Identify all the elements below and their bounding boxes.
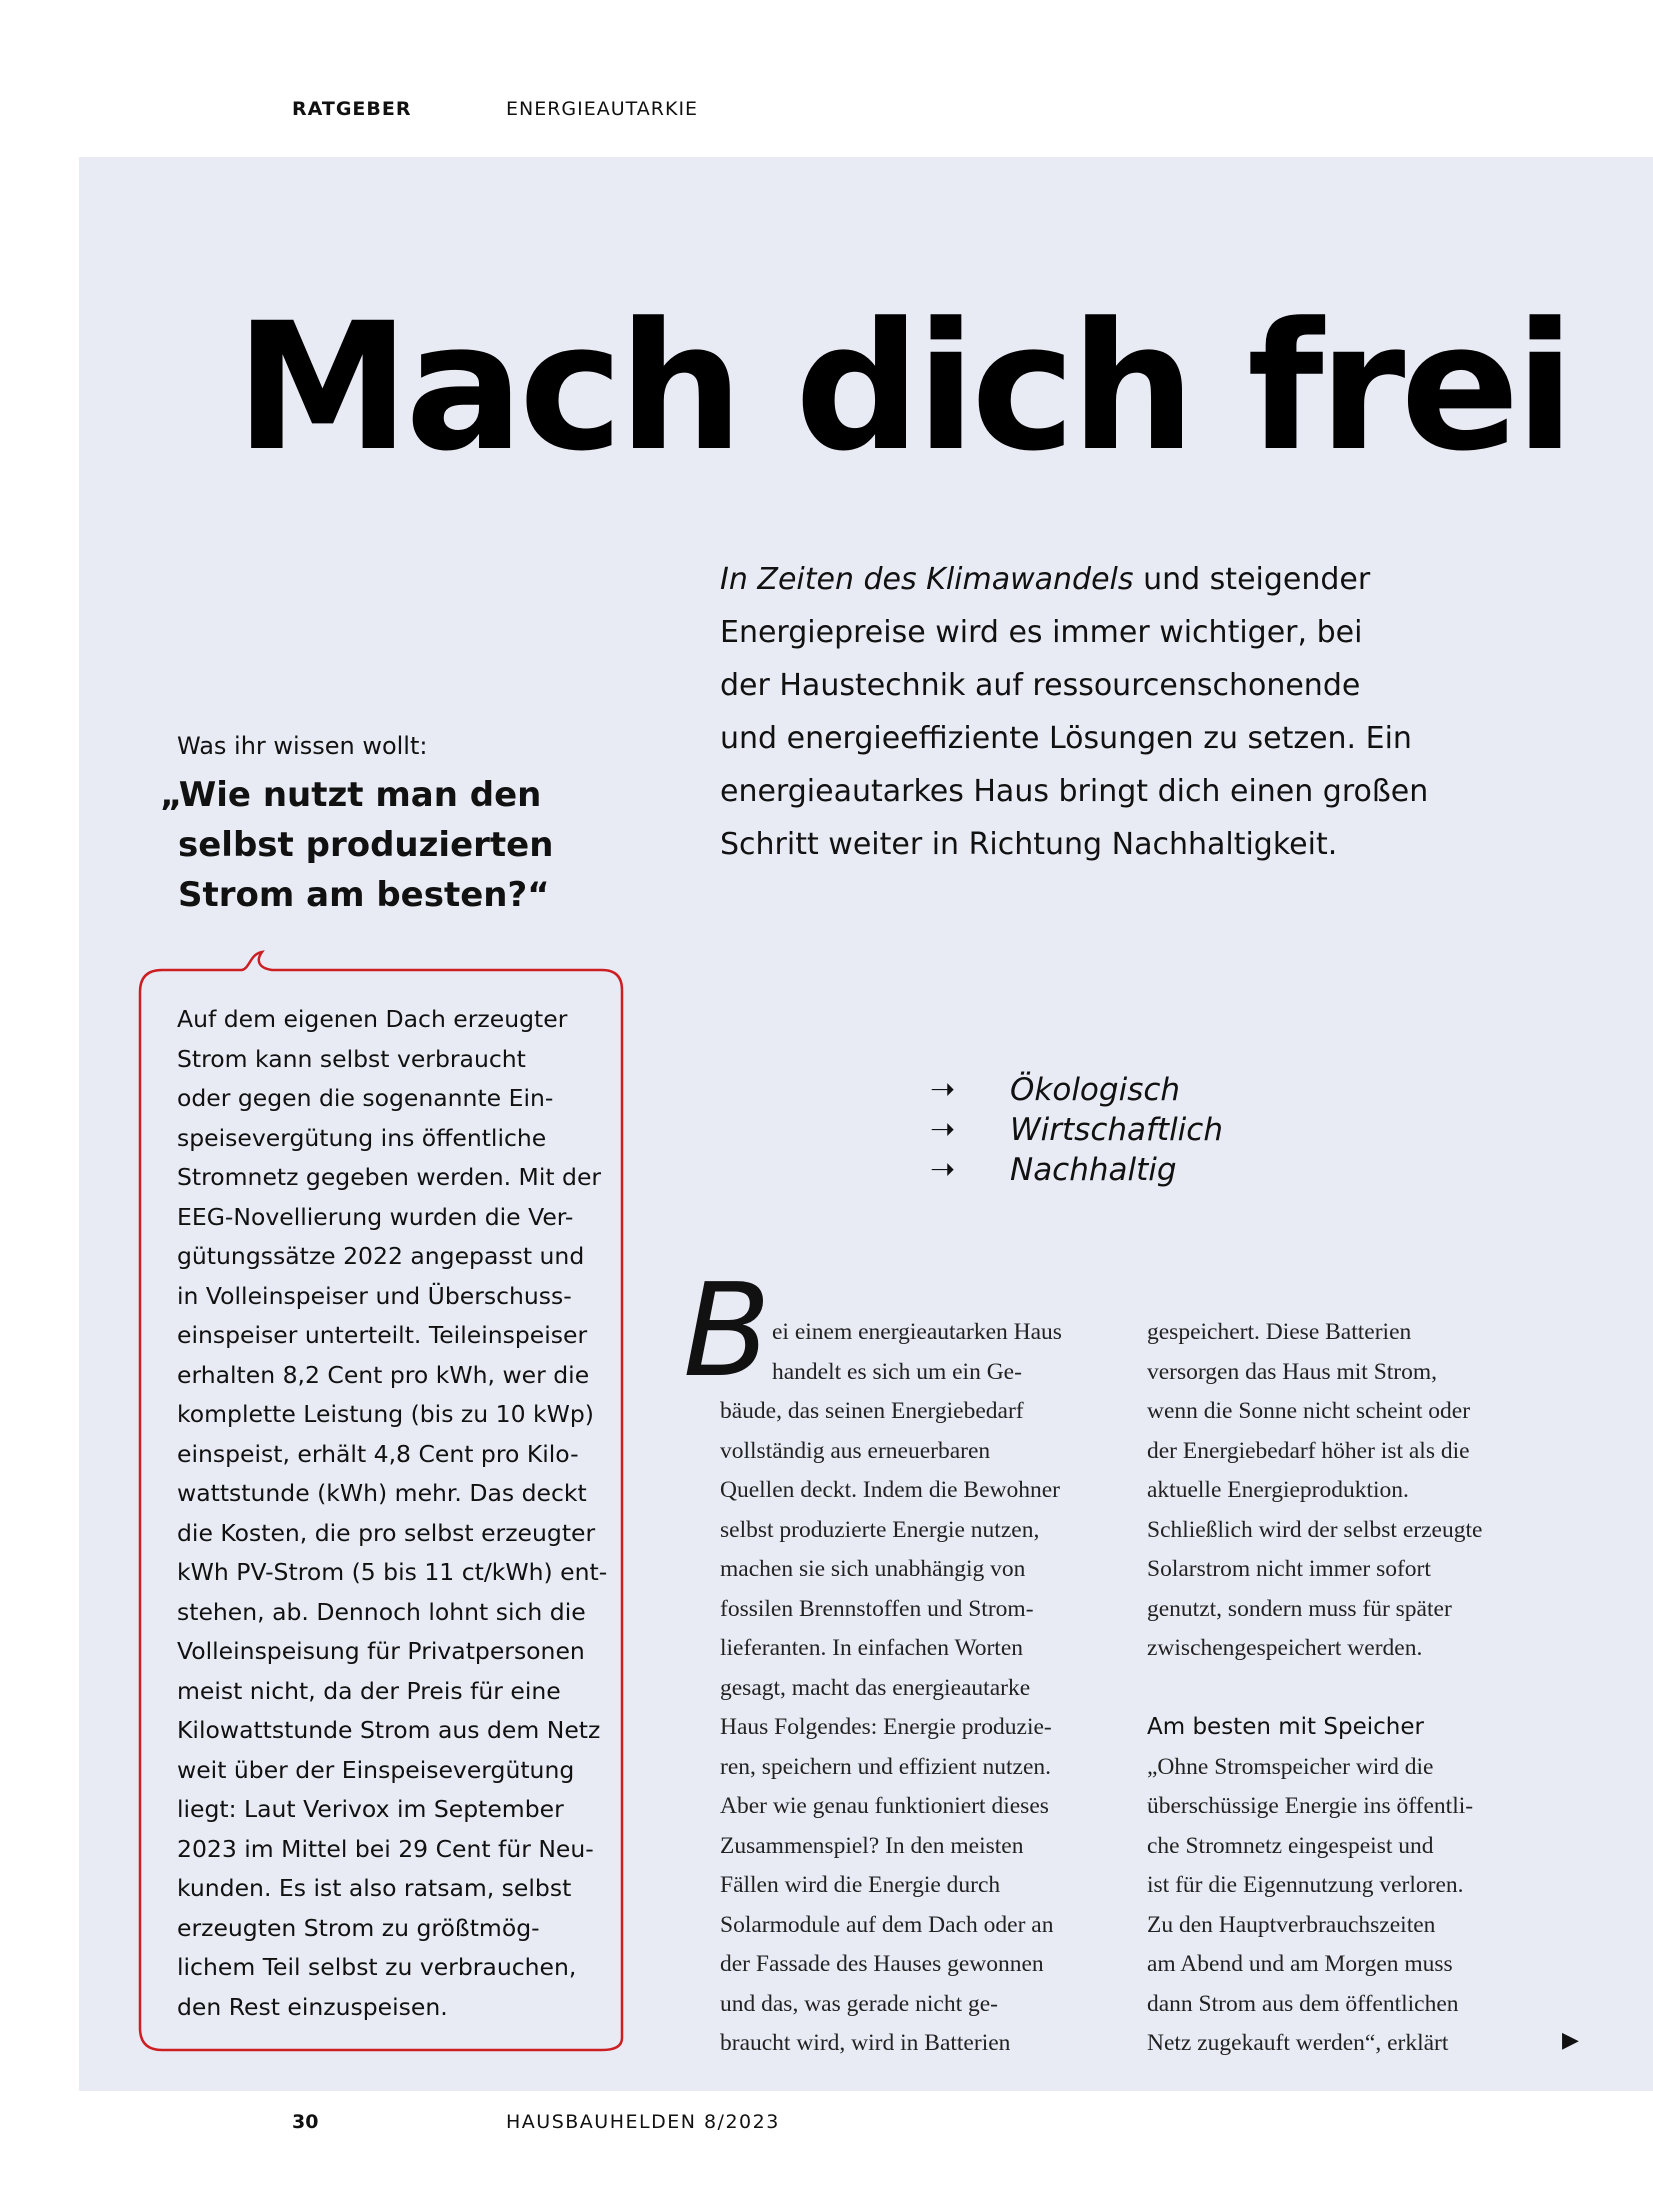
text-line: 2023 im Mittel bei 29 Cent für Neu-	[177, 1834, 594, 1863]
text-line: Netz zugekauft werden“, erklärt	[1147, 2030, 1449, 2056]
body-column-2	[1147, 1313, 1547, 2064]
text-line: aktuelle Energieproduktion.	[1147, 1477, 1409, 1503]
text-line: in Volleinspeiser und Überschuss-	[177, 1281, 572, 1310]
text-line: einspeist, erhält 4,8 Cent pro Kilo-	[177, 1439, 579, 1468]
benefit-item	[930, 1070, 1223, 1110]
arrow-right-icon: ➝	[930, 1112, 956, 1147]
text-line: Quellen deckt. Indem die Bewohner	[720, 1477, 1060, 1503]
text-line: der Energiebedarf höher ist als die	[1147, 1437, 1470, 1464]
text-line: Zu den Hauptverbrauchszeiten	[1147, 1911, 1436, 1938]
body-column-1	[720, 1313, 1120, 2064]
text-line: gesagt, macht das energieautarke	[720, 1674, 1031, 1701]
answer-text	[177, 1000, 608, 2027]
benefit-label: Wirtschaftlich	[1010, 1112, 1223, 1148]
text-line: versorgen das Haus mit Strom,	[1147, 1358, 1438, 1385]
text-line: Haus Folgendes: Energie produzie-	[720, 1714, 1052, 1740]
triangle-right-icon: ▶	[1562, 2028, 1579, 2053]
text-line: Fällen wird die Energie durch	[720, 1872, 1001, 1898]
text-line: Strom kann selbst verbraucht	[177, 1044, 526, 1073]
text-line: gespeichert. Diese Batterien	[1147, 1319, 1412, 1345]
benefit-list	[930, 1070, 1223, 1190]
page-number: 30	[292, 2111, 319, 2133]
text-line: genutzt, sondern muss für später	[1147, 1595, 1452, 1622]
text-line: meist nicht, da der Preis für eine	[177, 1676, 561, 1705]
intro-italic-lead: In Zeiten des Klimawandels	[720, 562, 1134, 597]
body-column-2-part-b	[1147, 1748, 1547, 2064]
text-line: Schließlich wird der selbst erzeugte	[1147, 1516, 1483, 1543]
text-line: Stromnetz gegeben werden. Mit der	[177, 1163, 602, 1191]
text-line: gütungssätze 2022 angepasst und	[177, 1242, 585, 1270]
text-line: erzeugten Strom zu größtmög-	[177, 1913, 540, 1942]
text-line: der Fassade des Hauses gewonnen	[720, 1951, 1044, 1977]
arrow-right-icon: ➝	[930, 1072, 956, 1107]
text-line: Solarmodule auf dem Dach oder an	[720, 1911, 1054, 1938]
text-line: oder gegen die sogenannte Ein-	[177, 1084, 554, 1112]
text-line: handelt es sich um ein Ge-	[772, 1358, 1022, 1385]
text-line: bäude, das seinen Energiebedarf	[720, 1398, 1024, 1424]
text-line: speisevergütung ins öffentliche	[177, 1123, 547, 1152]
text-line: lieferanten. In einfachen Worten	[720, 1635, 1024, 1661]
text-line: EEG-Novellierung wurden die Ver-	[177, 1202, 574, 1231]
intro-line: Schritt weiter in Richtung Nachhaltigkeit.	[720, 827, 1338, 862]
text-line: Aber wie genau funktioniert dieses	[720, 1793, 1049, 1819]
headline: Mach dich frei	[235, 285, 1571, 490]
text-line: ist für die Eigennutzung verloren.	[1147, 1872, 1464, 1898]
text-line: vollständig aus erneuerbaren	[720, 1437, 991, 1464]
section-label: RATGEBER	[292, 98, 412, 120]
text-line: zwischengespeichert werden.	[1147, 1635, 1423, 1661]
intro-paragraph	[720, 553, 1540, 871]
intro-line: energieautarkes Haus bringt dich einen großen	[720, 774, 1429, 809]
text-line: ei einem energieautarken Haus	[772, 1319, 1062, 1345]
topic-label: ENERGIEAUTARKIE	[506, 98, 699, 120]
arrow-right-icon: ➝	[930, 1152, 956, 1187]
text-line: Kilowattstunde Strom aus dem Netz	[177, 1716, 601, 1744]
text-line: ren, speichern und effizient nutzen.	[720, 1753, 1052, 1780]
text-line: am Abend und am Morgen muss	[1147, 1951, 1453, 1977]
text-line: weit über der Einspeisevergütung	[177, 1755, 575, 1784]
text-line: dann Strom aus dem öffentlichen	[1147, 1990, 1459, 2017]
intro-line	[720, 553, 1540, 606]
text-line: Auf dem eigenen Dach erzeugter	[177, 1005, 568, 1033]
text-line: die Kosten, die pro selbst erzeugter	[177, 1518, 596, 1547]
text-line: komplette Leistung (bis zu 10 kWp)	[177, 1400, 594, 1428]
benefit-item	[930, 1150, 1223, 1190]
intro-line: der Haustechnik auf ressourcenschonende	[720, 668, 1361, 703]
text-line: den Rest einzuspeisen.	[177, 1992, 448, 2021]
intro-line: und energieeffiziente Lösungen zu setzen. Ein	[720, 721, 1412, 756]
text-line: kunden. Es ist also ratsam, selbst	[177, 1874, 572, 1902]
question-label: Was ihr wissen wollt:	[177, 732, 428, 760]
text-line: selbst produzierte Energie nutzen,	[720, 1516, 1040, 1543]
question-line: selbst produzierten	[178, 825, 554, 865]
question-line: „Wie nutzt man den	[160, 775, 542, 815]
text-line: Zusammenspiel? In den meisten	[720, 1832, 1024, 1859]
body-column-2-part-a	[1147, 1313, 1547, 1669]
magazine-issue: HAUSBAUHELDEN 8/2023	[506, 2111, 780, 2133]
intro-line1-rest: und steigender	[1133, 562, 1371, 597]
benefit-label: Ökologisch	[1010, 1072, 1181, 1108]
text-line: stehen, ab. Dennoch lohnt sich die	[177, 1597, 586, 1626]
text-line: und das, was gerade nicht ge-	[720, 1990, 998, 2017]
text-line: wattstunde (kWh) mehr. Das deckt	[177, 1479, 587, 1507]
text-line: fossilen Brennstoffen und Strom-	[720, 1595, 1034, 1622]
text-line: braucht wird, wird in Batterien	[720, 2030, 1011, 2056]
question-quote	[160, 770, 620, 920]
text-line: machen sie sich unabhängig von	[720, 1556, 1026, 1582]
text-line: liegt: Laut Verivox im September	[177, 1795, 564, 1823]
subheading: Am besten mit Speicher	[1147, 1714, 1424, 1740]
benefit-label: Nachhaltig	[1010, 1152, 1177, 1188]
drop-cap: B	[683, 1257, 771, 1406]
intro-line: Energiepreise wird es immer wichtiger, bei	[720, 615, 1363, 650]
paragraph-gap	[1147, 1669, 1547, 1709]
text-line: „Ohne Stromspeicher wird die	[1147, 1753, 1434, 1780]
text-line: wenn die Sonne nicht scheint oder	[1147, 1398, 1471, 1424]
text-line: Volleinspeisung für Privatpersonen	[177, 1637, 585, 1665]
text-line: erhalten 8,2 Cent pro kWh, wer die	[177, 1360, 590, 1389]
text-line: einspeiser unterteilt. Teileinspeiser	[177, 1321, 588, 1349]
text-line: lichem Teil selbst zu verbrauchen,	[177, 1953, 577, 1981]
benefit-item	[930, 1110, 1223, 1150]
question-line: Strom am besten?“	[178, 875, 550, 915]
text-line: überschüssige Energie ins öffentli-	[1147, 1793, 1474, 1819]
text-line: Solarstrom nicht immer sofort	[1147, 1556, 1431, 1582]
text-line: kWh PV-Strom (5 bis 11 ct/kWh) ent-	[177, 1558, 608, 1586]
text-line: che Stromnetz eingespeist und	[1147, 1832, 1434, 1859]
